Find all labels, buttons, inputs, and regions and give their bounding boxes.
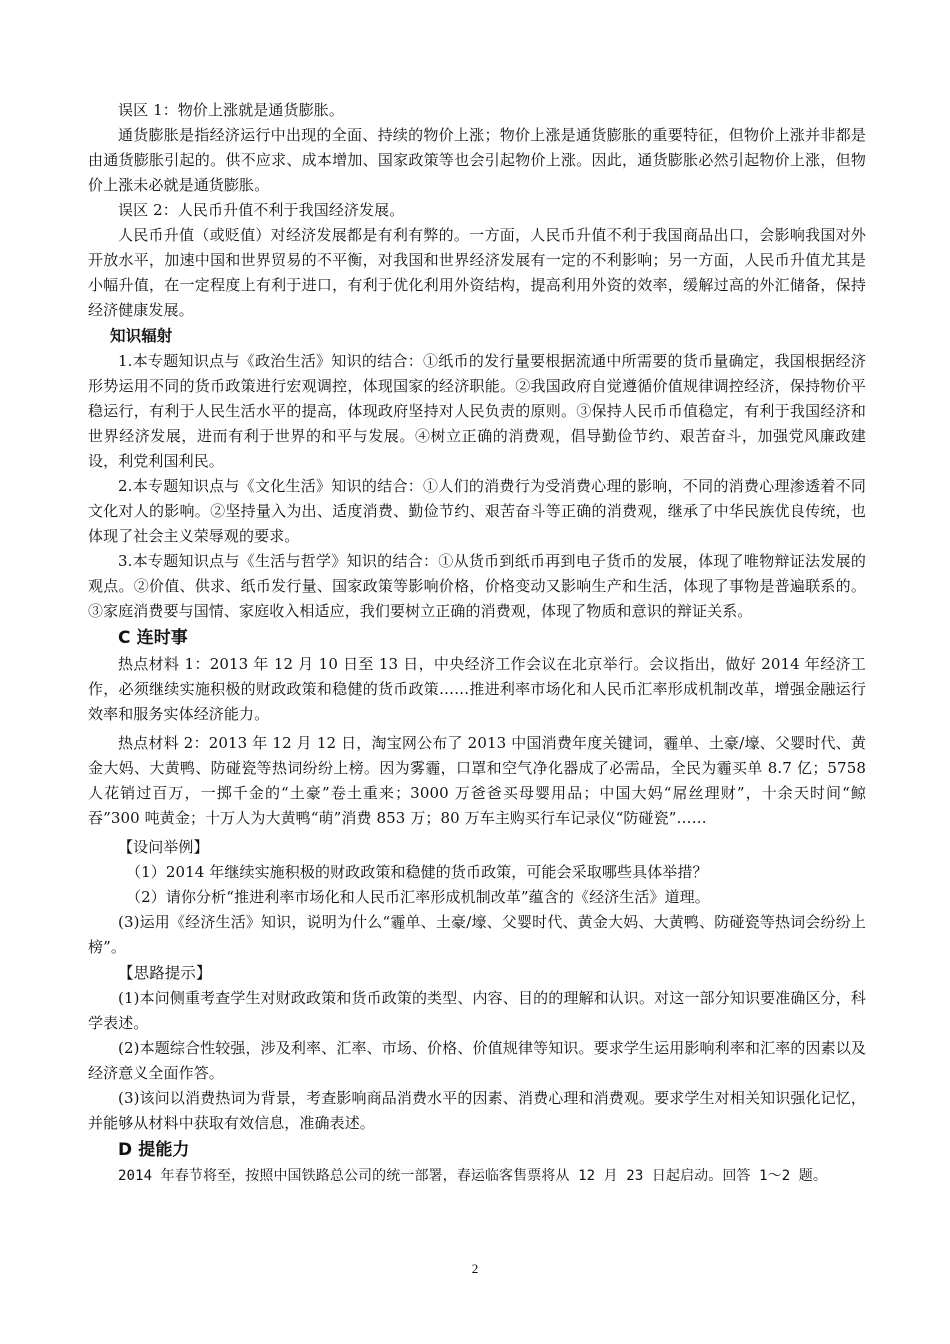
question-3: (3)运用《经济生活》知识，说明为什么“霾单、土豪/壕、父婴时代、黄金大妈、大黄鸭、防碰瓷等热词会纷纷上榜”。 xyxy=(88,913,866,956)
misconception-1-body: 通货膨胀是指经济运行中出现的全面、持续的物价上涨；物价上涨是通货膨胀的重要特征，但物价上涨并非都是由通货膨胀引起的。供不应求、成本增加、国家政策等也会引起物价上涨。因此，通货膨胀必然引起物价上涨，但物价上涨未必就是通货膨胀。 xyxy=(88,126,866,194)
misconception-2-body: 人民币升值（或贬值）对经济发展都是有利有弊的。一方面，人民币升值不利于我国商品出口，会影响我国对外开放水平，加速中国和世界贸易的不平衡，对我国和世界经济发展有一定的不利影响；另一方面，人民币升值尤其是小幅升值，在一定程度上有利于进口，有利于优化利用外资结构，提高利用外资的效率，缓解过高的外汇储备，保持经济健康发展。 xyxy=(88,226,866,319)
question-2: （2）请你分析“推进利率市场化和人民币汇率形成机制改革”蕴含的《经济生活》道理。 xyxy=(126,888,710,906)
page-number: 2 xyxy=(471,1261,479,1276)
hint-2: (2)本题综合性较强，涉及利率、汇率、市场、价格、价值规律等知识。要求学生运用影响利率和汇率的因素以及经济意义全面作答。 xyxy=(88,1039,866,1082)
knowledge-heading: 知识辐射 xyxy=(110,327,173,345)
misconception-2-title: 误区 2：人民币升值不利于我国经济发展。 xyxy=(118,201,405,219)
knowledge-item-2: 2.本专题知识点与《文化生活》知识的结合：①人们的消费行为受消费心理的影响，不同的消费心理渗透着不同文化对人的影响。②坚持量入为出、适度消费、勤俭节约、艰苦奋斗等正确的消费观，继承了中华民族优良传统，也体现了社会主义荣辱观的要求。 xyxy=(88,477,866,545)
knowledge-item-1: 1.本专题知识点与《政治生活》知识的结合：①纸币的发行量要根据流通中所需要的货币量确定，我国根据经济形势运用不同的货币政策进行宏观调控，体现国家的经济职能。②我国政府自觉遵循价值规律调控经济，保持物价平稳运行，有利于人民生活水平的提高，体现政府坚持对人民负责的原则。③保持人民币币值稳定，有利于我国经济和世界经济发展，进而有利于世界的和平与发展。④树立正确的消费观，倡导勤俭节约、艰苦奋斗，加强党风廉政建设，利党利国利民。 xyxy=(88,352,866,470)
current-events-heading: C 连时事 xyxy=(118,628,188,648)
questions-heading: 【设问举例】 xyxy=(118,838,209,856)
knowledge-item-3: 3.本专题知识点与《生活与哲学》知识的结合：①从货币到纸币再到电子货币的发展，体现了唯物辩证法发展的观点。②价值、供求、纸币发行量、国家政策等影响价格，价格变动又影响生产和生活，体现了事物是普遍联系的。③家庭消费要与国情、家庭收入相适应，我们要树立正确的消费观，体现了物质和意识的辩证关系。 xyxy=(88,552,866,620)
hint-3: (3)该问以消费热词为背景，考查影响商品消费水平的因素、消费心理和消费观。要求学生对相关知识强化记忆，并能够从材料中获取有效信息，准确表述。 xyxy=(88,1089,866,1132)
ability-heading: D 提能力 xyxy=(118,1140,190,1160)
hints-heading: 【思路提示】 xyxy=(118,964,212,982)
misconception-1-title: 误区 1：物价上涨就是通货膨胀。 xyxy=(118,101,344,119)
document-body xyxy=(88,98,866,1189)
question-1: （1）2014 年继续实施积极的财政政策和稳健的货币政策，可能会采取哪些具体举措？ xyxy=(126,863,708,881)
ability-intro: 2014 年春节将至，按照中国铁路总公司的统一部署，春运临客售票将从 12 月 23 日起启动。回答 1～2 题。 xyxy=(118,1168,827,1184)
hot-material-2: 热点材料 2：2013 年 12 月 12 日，淘宝网公布了 2013 中国消费年度关键词，霾单、土豪/壕、父婴时代、黄金大妈、大黄鸭、防碰瓷等热词纷纷上榜。因为雾霾，口罩和空气净化器成了必需品，全民为霾买单 8.7 亿；5758 人花销过百万，一掷千金的“土豪”卷土重来；3000 万爸爸买母婴用品；中国大妈“屌丝理财”，十余天时间“鲸吞”300 吨黄金；十万人为大黄鸭“萌”消费 853 万；80 万车主购买行车记录仪“防碰瓷”…… xyxy=(88,734,866,827)
hint-1: (1)本问侧重考查学生对财政政策和货币政策的类型、内容、目的的理解和认识。对这一部分知识要准确区分，科学表述。 xyxy=(88,989,866,1032)
hot-material-1: 热点材料 1：2013 年 12 月 10 日至 13 日，中央经济工作会议在北京举行。会议指出，做好 2014 年经济工作，必须继续实施积极的财政政策和稳健的货币政策……推进利率市场化和人民币汇率形成机制改革，增强金融运行效率和服务实体经济能力。 xyxy=(88,655,866,723)
